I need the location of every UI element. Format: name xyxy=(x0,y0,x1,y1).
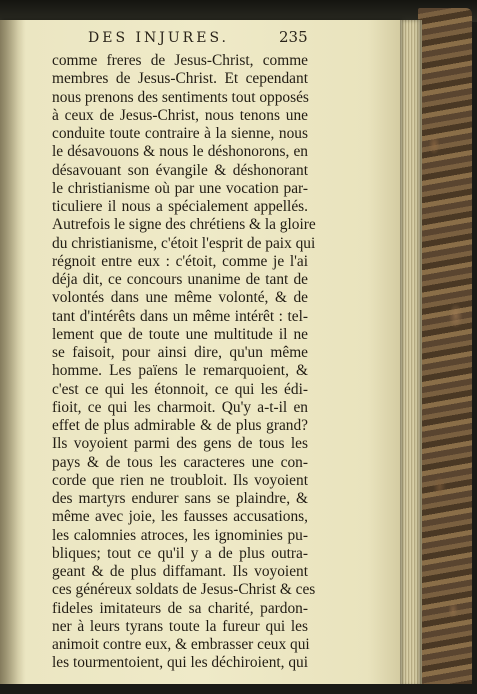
text-line: bliques; tout ce qu'il y a de plus outra- xyxy=(52,544,308,562)
text-line: Ils voyoient parmi des gens de tous les xyxy=(52,435,308,453)
running-head xyxy=(0,28,400,52)
text-line: les tourmentoient, qui les déchiroient, qui xyxy=(52,654,309,672)
text-line: fideles imitateurs de sa charité, pardon- xyxy=(52,599,308,617)
text-line: nous prenons des sentiments tout opposés xyxy=(52,88,309,106)
text-line: c'est ce qui les étonnoit, ce qui les édi- xyxy=(52,380,308,398)
text-line: le désavouons & nous le déshonorons, en xyxy=(52,143,308,161)
text-line: Autrefois le signe des chrétiens & la gloire xyxy=(52,216,316,234)
text-line: pays & de tous les caracteres une con- xyxy=(52,453,308,471)
body-text xyxy=(52,52,316,673)
text-line: même avec joie, les fausses accusations, xyxy=(52,508,308,526)
text-line: fioit, ce qui les charmoit. Qu'y a-t-il en xyxy=(52,398,308,416)
text-line: à ceux de Jesus-Christ, nous tenons une xyxy=(52,106,308,124)
text-line: homme. Les païens le remarquoient, & xyxy=(52,362,308,380)
text-line: régnoit entre eux : c'étoit, comme je l'ai xyxy=(52,252,308,270)
text-line: corde que rien ne troubloit. Ils voyoient xyxy=(52,471,308,489)
text-line: membres de Jesus-Christ. Et cependant xyxy=(52,70,308,88)
text-line: tant d'intérêts dans un même intérêt : tel- xyxy=(52,307,308,325)
page-edges xyxy=(398,20,422,686)
text-line: animoit contre eux, & embrasser ceux qui xyxy=(52,636,310,653)
text-line: ner à leurs tyrans toute la fureur qui les xyxy=(52,617,308,635)
text-line: se faisoit, pour ainsi dire, qu'un même xyxy=(52,344,308,361)
text-line: des martyrs endurer sans se plaindre, & xyxy=(52,490,308,507)
text-line: volontés dans une même volonté, & de xyxy=(52,289,308,307)
marbled-cover xyxy=(418,8,472,692)
text-line: geant & de plus diffamant. Ils voyoient xyxy=(52,563,308,580)
text-line: ticuliere il nous a spécialement appellés. xyxy=(52,198,308,215)
text-line: désavouant son évangile & déshonorant xyxy=(52,161,308,179)
text-line: les calomnies atroces, les ignominies pu- xyxy=(52,526,308,544)
text-line: du christianisme, c'étoit l'esprit de paix qui xyxy=(52,234,316,252)
text-line: déja dit, ce concours unanime de tant de xyxy=(52,271,308,288)
text-line: conduite toute contraire à la sienne, nous xyxy=(52,125,308,142)
background-top xyxy=(0,0,477,22)
text-line: comme freres de Jesus-Christ, comme xyxy=(52,52,308,69)
text-line: le christianisme où par une vocation par- xyxy=(52,179,308,197)
header-title: DES INJURES. xyxy=(88,30,229,46)
page-number: 235 xyxy=(279,28,308,46)
page-gutter xyxy=(0,20,26,686)
text-line: ces généreux soldats de Jesus-Christ & ces xyxy=(52,581,316,599)
background-bottom xyxy=(0,684,477,694)
text-line: effet de plus admirable & de plus grand? xyxy=(52,417,308,434)
text-line: lement que de toute une multitude il ne xyxy=(52,325,308,343)
